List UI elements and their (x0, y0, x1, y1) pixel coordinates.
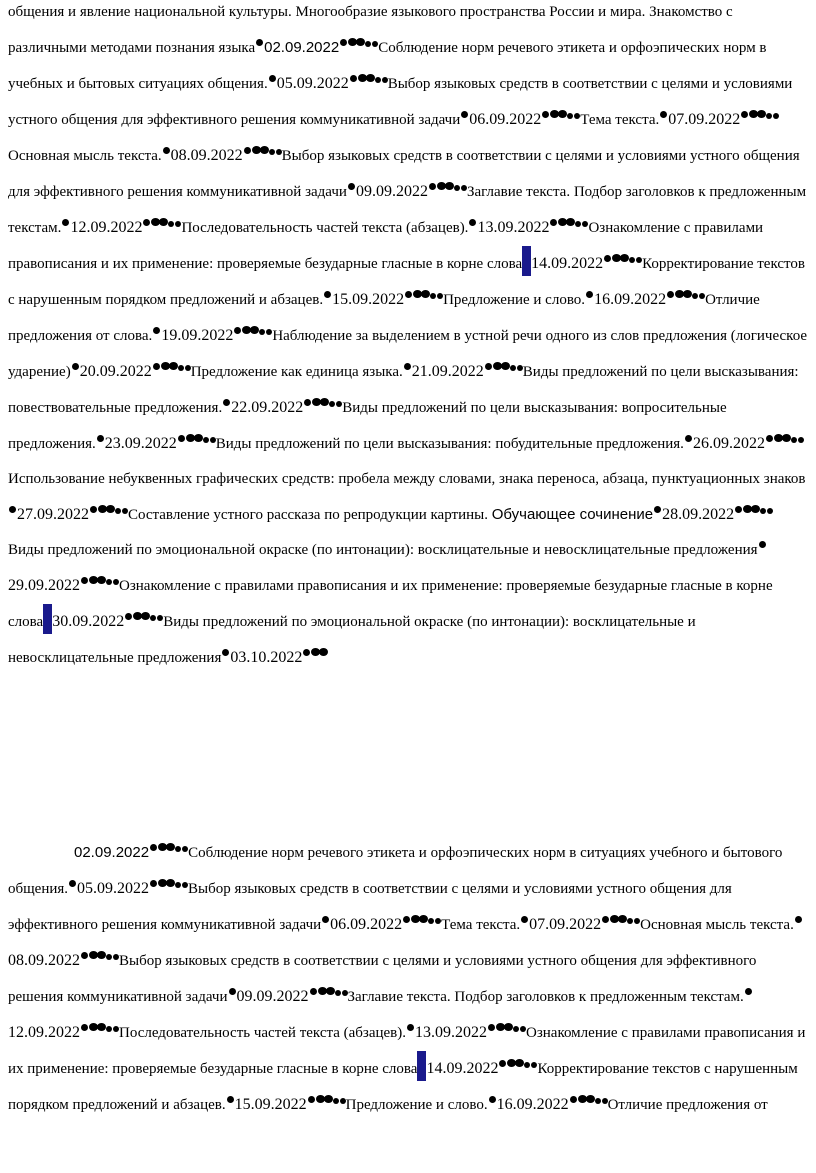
bullet-dot-icon (445, 182, 454, 190)
lesson-topic: Тема текста. (580, 112, 660, 128)
lesson-list-paragraph-2 (0, 835, 816, 1123)
bullet-dot-icon (524, 1062, 530, 1068)
lesson-topic: Выбор языковых средств в соответствии с целями и условиями устного общения для эффективного решения коммуникативной задачи (8, 76, 793, 128)
bullet-dot-icon (308, 1096, 315, 1103)
bullet-dot-icon (375, 77, 381, 83)
bullet-dot-icon (222, 649, 229, 656)
lesson-topic: Заглавие текста. Подбор заголовков к предложенным текстам. (8, 184, 807, 236)
bullet-dot-icon (250, 326, 259, 334)
bullet-dot-icon (310, 988, 317, 995)
lesson-topic: Наблюдение за выделением в устной речи одного из слов предложения (логическое ударение) (8, 328, 808, 380)
bullet-dot-icon (501, 362, 510, 370)
bullet-dot-icon (604, 255, 611, 262)
bullet-dot-icon (229, 988, 236, 995)
lesson-date: 12.09.2022 (70, 219, 143, 236)
bullet-dot-icon (324, 291, 331, 298)
bullet-dot-icon (602, 916, 609, 923)
bullet-dot-icon (735, 506, 742, 513)
bullet-dot-icon (106, 579, 112, 585)
bullet-dot-icon (586, 1095, 595, 1103)
lesson-date: 29.09.2022 (8, 577, 80, 594)
lesson-date: 14.09.2022 (426, 1060, 499, 1077)
bullet-dot-icon (234, 327, 241, 334)
bullet-dot-icon (150, 880, 157, 887)
bullet-dot-icon (741, 111, 748, 118)
bullet-dot-icon (620, 254, 629, 262)
lesson-date: 15.09.2022 (332, 291, 405, 308)
bullet-dot-icon (791, 437, 797, 443)
bullet-dot-icon (570, 1096, 577, 1103)
lesson-topic: Выбор языковых средств в соответствии с целями и условиями устного общения для эффективного решения коммуникативной задачи (8, 881, 732, 933)
lesson-date: 20.09.2022 (79, 363, 152, 380)
bullet-dot-icon (489, 1096, 496, 1103)
lesson-topic: Последовательность частей текста (абзацев). (119, 1025, 406, 1041)
bullet-dot-icon (97, 576, 106, 584)
bullet-dot-icon (419, 915, 428, 923)
lesson-date: 15.09.2022 (234, 1096, 307, 1113)
bullet-dot-icon (335, 990, 341, 996)
bullet-dot-icon (488, 1024, 495, 1031)
bullet-dot-icon (256, 39, 263, 46)
lesson-topic: Соблюдение норм речевого этикета и орфоэпических норм в ситуациях учебного и бытового общения. (8, 845, 783, 897)
bullet-dot-icon (153, 363, 160, 370)
lesson-date: 22.09.2022 (231, 399, 304, 416)
lesson-date: 03.10.2022 (230, 649, 303, 666)
bullet-dot-icon (350, 75, 357, 82)
lesson-topic: Корректирование текстов с нарушенным порядком предложений и абзацев. (8, 256, 805, 308)
lesson-topic: Корректирование текстов с нарушенным порядком предложений и абзацев. (8, 1061, 798, 1113)
lesson-topic: Отличие предложения от (607, 1097, 768, 1113)
lesson-topic: Использование небуквенных графических средств: пробела между словами, знака переноса, абзаца, пунктуационных знаков (8, 471, 806, 487)
lesson-date: 05.09.2022 (77, 880, 150, 897)
lesson-topic: Тема текста. (441, 917, 521, 933)
lesson-date: 19.09.2022 (161, 327, 234, 344)
bullet-dot-icon (153, 327, 160, 334)
bullet-dot-icon (69, 880, 76, 887)
lesson-date: 14.09.2022 (531, 255, 604, 272)
bullet-dot-icon (244, 147, 251, 154)
lesson-topic: Отличие предложения от слова. (8, 292, 760, 344)
lesson-topic: Ознакомление с правилами правописания и их применение: проверяемые безударные гласные в корне слова (8, 578, 773, 630)
bullet-dot-icon (627, 918, 633, 924)
lesson-topic: Предложение и слово. (443, 292, 586, 308)
bullet-dot-icon (421, 290, 430, 298)
bullet-dot-icon (150, 615, 156, 621)
bullet-dot-icon (782, 434, 791, 442)
bullet-dot-icon (329, 401, 335, 407)
bullet-dot-icon (203, 437, 209, 443)
bullet-dot-icon (366, 74, 375, 82)
bullet-dot-icon (766, 435, 773, 442)
bullet-dot-icon (259, 329, 265, 335)
lesson-date: 28.09.2022 (662, 506, 735, 523)
bullet-dot-icon (404, 363, 411, 370)
bullet-dot-icon (9, 506, 16, 513)
bullet-dot-icon (115, 508, 121, 514)
bullet-dot-icon (542, 111, 549, 118)
bullet-dot-icon (428, 918, 434, 924)
lesson-topic: Основная мысль текста. (8, 148, 162, 164)
lesson-date: 08.09.2022 (8, 952, 80, 969)
bullet-dot-icon (510, 365, 516, 371)
lesson-date: 26.09.2022 (692, 435, 765, 452)
bullet-dot-icon (81, 1024, 88, 1031)
bullet-dot-icon (595, 1098, 601, 1104)
bullet-dot-icon (586, 291, 593, 298)
bullet-dot-icon (567, 113, 573, 119)
bullet-dot-icon (178, 365, 184, 371)
bullet-dot-icon (407, 1024, 414, 1031)
bullet-dot-icon (168, 221, 174, 227)
bullet-dot-icon (660, 111, 667, 118)
bullet-dot-icon (141, 612, 150, 620)
lesson-date: 13.09.2022 (415, 1024, 487, 1041)
bullet-dot-icon (566, 218, 575, 226)
bullet-dot-icon (430, 293, 436, 299)
lesson-topic: Виды предложений по эмоциональной окраске (по интонации): восклицательные и невосклицательные предложения (8, 614, 696, 666)
bullet-dot-icon (166, 879, 175, 887)
lesson-extra-note: Обучающее сочинение (491, 506, 654, 523)
highlight-marker (43, 604, 52, 634)
bullet-dot-icon (760, 508, 766, 514)
lesson-topic: Виды предложений по цели высказывания: побудительные предложения. (215, 436, 684, 452)
bullet-dot-icon (499, 1060, 506, 1067)
lesson-topic: Предложение как единица языка. (190, 364, 403, 380)
bullet-dot-icon (304, 399, 311, 406)
lesson-date: 02.09.2022 (264, 39, 340, 56)
bullet-dot-icon (326, 987, 335, 995)
bullet-dot-icon (618, 915, 627, 923)
bullet-dot-icon (81, 952, 88, 959)
highlight-marker (522, 246, 531, 276)
bullet-dot-icon (159, 218, 168, 226)
lesson-topic: Основная мысль текста. (640, 917, 794, 933)
lesson-date: 16.09.2022 (594, 291, 667, 308)
bullet-dot-icon (178, 435, 185, 442)
lesson-date: 06.09.2022 (469, 111, 542, 128)
bullet-dot-icon (319, 648, 328, 656)
bullet-dot-icon (97, 435, 104, 442)
lesson-topic: Виды предложений по цели высказывания: повествовательные предложения. (8, 364, 799, 416)
bullet-dot-icon (175, 882, 181, 888)
bullet-dot-icon (72, 363, 79, 370)
bullet-dot-icon (629, 257, 635, 263)
lesson-date: 05.09.2022 (276, 75, 349, 92)
bullet-dot-icon (150, 844, 157, 851)
bullet-dot-icon (333, 1098, 339, 1104)
bullet-dot-icon (469, 219, 476, 226)
bullet-dot-icon (106, 954, 112, 960)
bullet-dot-icon (692, 293, 698, 299)
lesson-date: 12.09.2022 (8, 1024, 80, 1041)
bullet-dot-icon (685, 435, 692, 442)
bullet-dot-icon (558, 110, 567, 118)
bullet-dot-icon (143, 219, 150, 226)
bullet-dot-icon (767, 508, 773, 514)
bullet-dot-icon (403, 916, 410, 923)
bullet-dot-icon (175, 846, 181, 852)
bullet-dot-icon (322, 916, 329, 923)
bullet-dot-icon (169, 362, 178, 370)
bullet-dot-icon (125, 613, 132, 620)
bullet-dot-icon (365, 41, 371, 47)
bullet-dot-icon (773, 113, 779, 119)
bullet-dot-icon (227, 1096, 234, 1103)
lesson-topic: Выбор языковых средств в соответствии с целями и условиями устного общения для эффективного решения коммуникативной задачи (8, 148, 800, 200)
bullet-dot-icon (798, 437, 804, 443)
bullet-dot-icon (260, 146, 269, 154)
bullet-dot-icon (745, 988, 752, 995)
bullet-dot-icon (575, 221, 581, 227)
lesson-date: 30.09.2022 (52, 613, 125, 630)
bullet-dot-icon (667, 291, 674, 298)
bullet-dot-icon (429, 183, 436, 190)
bullet-dot-icon (106, 505, 115, 513)
bullet-dot-icon (348, 183, 355, 190)
lesson-topic: Выбор языковых средств в соответствии с целями и условиями устного общения для эффективного решения коммуникативной задачи (8, 953, 757, 1005)
lesson-date: 27.09.2022 (17, 506, 89, 523)
lesson-date: 06.09.2022 (330, 916, 403, 933)
bullet-dot-icon (163, 147, 170, 154)
lesson-topic: Соблюдение норм речевого этикета и орфоэпических норм в учебных и бытовых ситуациях общения. (8, 40, 767, 92)
lesson-topic: Ознакомление с правилами правописания и их применение: проверяемые безударные гласные в корне слова (8, 1025, 806, 1077)
bullet-dot-icon (795, 916, 802, 923)
lesson-date: 07.09.2022 (668, 111, 741, 128)
lesson-topic: Виды предложений по цели высказывания: вопросительные предложения. (8, 400, 727, 452)
bullet-dot-icon (320, 398, 329, 406)
bullet-dot-icon (515, 1059, 524, 1067)
lesson-date: 16.09.2022 (496, 1096, 569, 1113)
bullet-dot-icon (759, 541, 766, 548)
bullet-dot-icon (485, 363, 492, 370)
bullet-dot-icon (81, 577, 88, 584)
lesson-date: 08.09.2022 (170, 147, 243, 164)
bullet-dot-icon (751, 505, 760, 513)
lesson-date: 02.09.2022 (74, 844, 150, 861)
bullet-dot-icon (303, 649, 310, 656)
bullet-dot-icon (521, 916, 528, 923)
lesson-topic: Ознакомление с правилами правописания и их применение: проверяемые безударные гласные в корне слова (8, 220, 764, 272)
lesson-date: 13.09.2022 (477, 219, 550, 236)
bullet-dot-icon (166, 843, 175, 851)
bullet-dot-icon (269, 75, 276, 82)
bullet-dot-icon (269, 149, 275, 155)
bullet-dot-icon (106, 1026, 112, 1032)
bullet-dot-icon (62, 219, 69, 226)
intro-text: общения и явление национальной культуры. Многообразие языкового пространства России и мира. Знакомство с различными методами познания языка (8, 4, 733, 56)
bullet-dot-icon (97, 951, 106, 959)
bullet-dot-icon (194, 434, 203, 442)
lesson-topic: Виды предложений по эмоциональной окраске (по интонации): восклицательные и невосклицательные предложения (8, 542, 758, 558)
bullet-dot-icon (356, 38, 365, 46)
lesson-date: 23.09.2022 (104, 435, 177, 452)
bullet-dot-icon (766, 113, 772, 119)
bullet-dot-icon (757, 110, 766, 118)
bullet-dot-icon (461, 111, 468, 118)
lesson-date: 07.09.2022 (529, 916, 602, 933)
bullet-dot-icon (324, 1095, 333, 1103)
lesson-date: 21.09.2022 (411, 363, 484, 380)
lesson-topic: Последовательность частей текста (абзацев). (181, 220, 469, 236)
bullet-dot-icon (513, 1026, 519, 1032)
bullet-dot-icon (654, 506, 661, 513)
lesson-date: 09.09.2022 (236, 988, 309, 1005)
bullet-dot-icon (223, 399, 230, 406)
bullet-dot-icon (504, 1023, 513, 1031)
lesson-topic: Заглавие текста. Подбор заголовков к предложенным текстам. (347, 989, 744, 1005)
bullet-dot-icon (97, 1023, 106, 1031)
bullet-dot-icon (340, 39, 347, 46)
lesson-date: 09.09.2022 (355, 183, 428, 200)
lesson-topic: Составление устного рассказа по репродукции картины. (128, 507, 488, 523)
lesson-topic: Предложение и слово. (345, 1097, 488, 1113)
bullet-dot-icon (90, 506, 97, 513)
bullet-dot-icon (454, 185, 460, 191)
bullet-dot-icon (550, 219, 557, 226)
bullet-dot-icon (683, 290, 692, 298)
bullet-dot-icon (405, 291, 412, 298)
